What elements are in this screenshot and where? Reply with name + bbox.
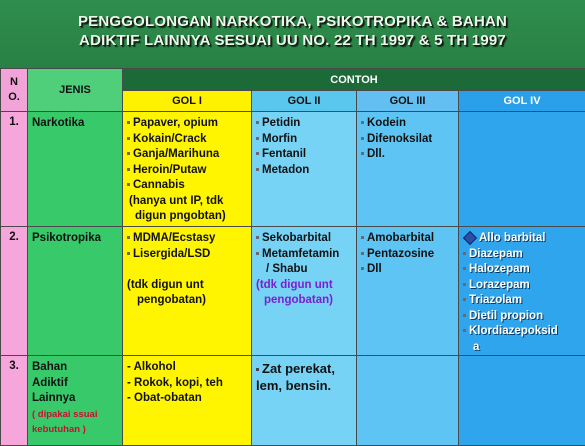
bullet-icon — [256, 236, 259, 239]
gol2-cell: Sekobarbital Metamfetamin / Shabu (tdk digun unt pengobatan) — [252, 227, 357, 356]
row-jenis: Bahan Adiktif Lainnya ( dipakai ssuai kebutuhan ) — [28, 356, 123, 446]
bullet-icon — [463, 298, 466, 301]
bullet-icon — [127, 252, 130, 255]
header-contoh: CONTOH — [123, 69, 585, 91]
gol3-cell: Kodein Difenoksilat Dll. — [357, 112, 459, 227]
gol2-cell: Zat perekat, lem, bensin. — [252, 356, 357, 446]
gol3-cell: Amobarbital Pentazosine Dll — [357, 227, 459, 356]
bullet-icon — [361, 137, 364, 140]
gol3-cell — [357, 356, 459, 446]
diamond-bullet-icon — [463, 231, 477, 245]
bullet-icon — [463, 314, 466, 317]
bullet-icon — [256, 252, 259, 255]
bullet-icon — [361, 121, 364, 124]
bullet-icon — [256, 121, 259, 124]
bullet-icon — [463, 329, 466, 332]
bullet-icon — [127, 236, 130, 239]
gol1-cell: MDMA/Ecstasy Lisergida/LSD (tdk digun unt pengobatan) — [123, 227, 252, 356]
header-gol-3: GOL III — [357, 91, 459, 112]
table-row — [1, 356, 585, 446]
row-jenis: Narkotika — [28, 112, 123, 227]
title-line-2: ADIKTIF LAINNYA SESUAI UU NO. 22 TH 1997 & 5 TH 1997 — [0, 31, 585, 50]
bullet-icon — [463, 267, 466, 270]
gol2-cell: Petidin Morfin Fentanil Metadon — [252, 112, 357, 227]
row-jenis: Psikotropika — [28, 227, 123, 356]
bullet-icon — [256, 137, 259, 140]
bullet-icon — [256, 168, 259, 171]
bullet-icon — [127, 168, 130, 171]
gol1-cell: Papaver, opium Kokain/Crack Ganja/Marihuna Heroin/Putaw Cannabis (hanya unt IP, tdk digun pngobtan) — [123, 112, 252, 227]
bullet-icon — [361, 236, 364, 239]
bullet-icon — [127, 121, 130, 124]
header-jenis: JENIS — [28, 69, 123, 112]
dash-bullet-icon — [256, 368, 259, 371]
bullet-icon — [127, 183, 130, 186]
bullet-icon — [256, 152, 259, 155]
row-number: 3. — [1, 356, 28, 446]
header-no: N O. — [1, 69, 28, 112]
gol4-cell: Allo barbital Diazepam Halozepam Lorazepam Triazolam Dietil propion Klordiazepoksid a — [459, 227, 585, 356]
bullet-icon — [361, 252, 364, 255]
bullet-icon — [361, 267, 364, 270]
slide-title — [0, 12, 585, 50]
title-line-1: PENGGOLONGAN NARKOTIKA, PSIKOTROPIKA & BAHAN — [0, 12, 585, 31]
gol4-cell — [459, 356, 585, 446]
classification-table — [0, 68, 585, 446]
bullet-icon — [361, 152, 364, 155]
row-number: 1. — [1, 112, 28, 227]
gol1-cell: - Alkohol - Rokok, kopi, teh - Obat-obatan — [123, 356, 252, 446]
header-gol-4: GOL IV — [459, 91, 585, 112]
bullet-icon — [463, 283, 466, 286]
header-gol-2: GOL II — [252, 91, 357, 112]
table-row — [1, 227, 585, 356]
bullet-icon — [127, 137, 130, 140]
bullet-icon — [127, 152, 130, 155]
bullet-icon — [463, 252, 466, 255]
gol4-cell — [459, 112, 585, 227]
row-number: 2. — [1, 227, 28, 356]
header-gol-1: GOL I — [123, 91, 252, 112]
table-row — [1, 112, 585, 227]
